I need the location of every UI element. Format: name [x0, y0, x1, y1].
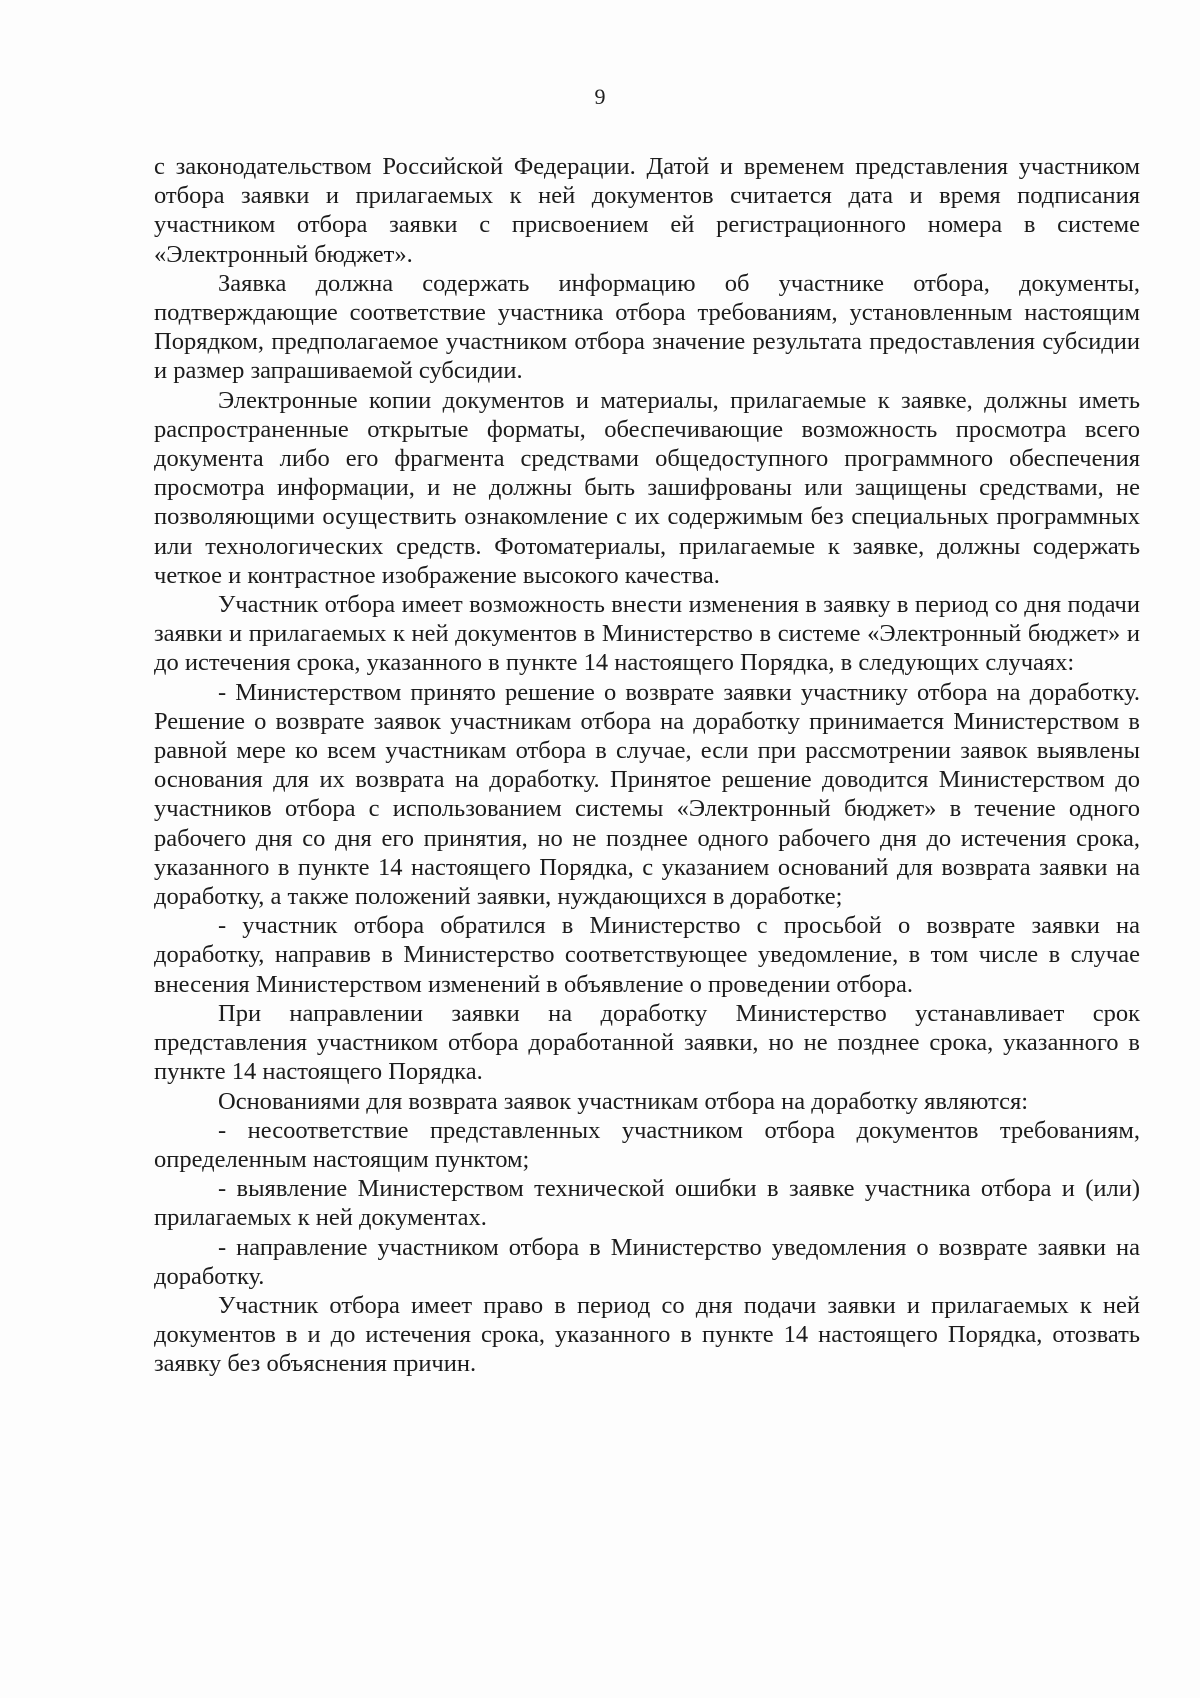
- paragraph: Основаниями для возврата заявок участникам отбора на доработку являются:: [218, 1087, 1029, 1115]
- paragraph: При направлении заявки на доработку Министерство устанавливает срок представления участником отбора доработанной заявки, но не позднее срока, указанного в пункте 14 настоящего Порядка.: [154, 999, 1140, 1086]
- list-item: - участник отбора обратился в Министерство с просьбой о возврате заявки на доработку, направив в Министерство соответствующее уведомление, в том числе в случае внесения Министерством изменений в объявление о проведении отбора.: [154, 912, 1140, 998]
- list-item: - направление участником отбора в Министерство уведомления о возврате заявки на доработку.: [154, 1233, 1140, 1290]
- document-body: [154, 152, 1140, 1379]
- paragraph: с законодательством Российской Федерации. Датой и временем представления участником отбора заявки и прилагаемых к ней документов считается дата и время подписания участником отбора заявки с присвоением ей регистрационного номера в системе «Электронный бюджет».: [154, 153, 1140, 268]
- list-item: - выявление Министерством технической ошибки в заявке участника отбора и (или) прилагаемых к ней документах.: [154, 1175, 1140, 1232]
- paragraph: Участник отбора имеет возможность внести изменения в заявку в период со дня подачи заявки и прилагаемых к ней документов в Министерство в системе «Электронный бюджет» и до истечения срока, указанного в пункте 14 настоящего Порядка, в следующих случаях:: [154, 591, 1140, 677]
- page-number: 9: [594, 84, 606, 109]
- list-item: - Министерством принято решение о возврате заявки участнику отбора на доработку. Решение о возврате заявок участникам отбора на доработку принимается Министерством в равной мере ко всем участникам отбора в случае, если при рассмотрении заявок выявлены основания для их возврата на доработку. Принятое решение доводится Министерством до участников отбора с использованием системы «Электронный бюджет» в течение одного рабочего дня со дня его принятия, но не позднее одного рабочего дня до истечения срока, указанного в пункте 14 настоящего Порядка, с указанием оснований для возврата заявки на доработку, а также положений заявки, нуждающихся в доработке;: [154, 678, 1140, 911]
- paragraph: Участник отбора имеет право в период со дня подачи заявки и прилагаемых к ней документов в и до истечения срока, указанного в пункте 14 настоящего Порядка, отозвать заявку без объяснения причин.: [154, 1291, 1140, 1378]
- paragraph: Заявка должна содержать информацию об участнике отбора, документы, подтверждающие соответствие участника отбора требованиям, установленным настоящим Порядком, предполагаемое участником отбора значение результата предоставления субсидии и размер запрашиваемой субсидии.: [154, 269, 1140, 385]
- paragraph: Электронные копии документов и материалы, прилагаемые к заявке, должны иметь распространенные открытые форматы, обеспечивающие возможность просмотра всего документа либо его фрагмента средствами общедоступного программного обеспечения просмотра информации, и не должны быть зашифрованы или защищены средствами, не позволяющими осуществить ознакомление с их содержимым без специальных программных или технологических средств. Фотоматериалы, прилагаемые к заявке, должны содержать четкое и контрастное изображение высокого качества.: [154, 386, 1140, 589]
- list-item: - несоответствие представленных участником отбора документов требованиям, определенным настоящим пунктом;: [154, 1116, 1140, 1173]
